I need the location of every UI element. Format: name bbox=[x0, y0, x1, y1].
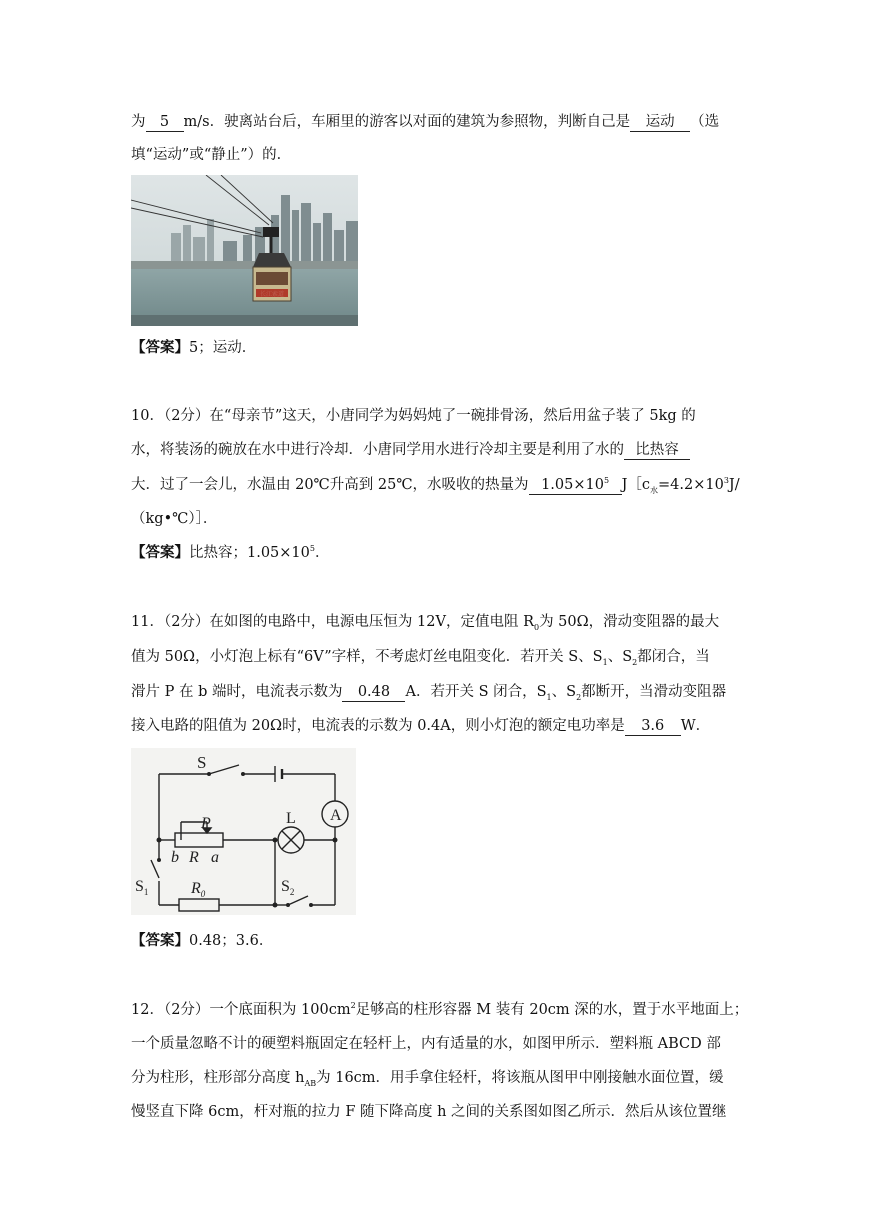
q10-line-1: 10．（2分）在“母亲节”这天，小唐同学为妈妈炖了一碗排骨汤，然后用盆子装了 5kg 的 bbox=[131, 408, 696, 424]
q12-superscript: 2 bbox=[350, 1001, 356, 1011]
label-s: S bbox=[197, 753, 207, 772]
q11-line-4 bbox=[131, 716, 710, 736]
circuit-diagram bbox=[131, 748, 356, 915]
q11-text: 接入电路的阻值为 20Ω时，电流表的示数为 0.4A，则小灯泡的额定电功率是 bbox=[131, 718, 625, 734]
label-l: L bbox=[286, 810, 296, 827]
answer-text: 比热容；1.05×10 bbox=[189, 545, 310, 561]
answer-text: ． bbox=[314, 545, 330, 561]
q10-text: 大．过了一会儿，水温由 20℃升高到 25℃，水吸收的热量为 bbox=[131, 477, 529, 493]
q10-line-2 bbox=[131, 440, 690, 460]
q9-text: 为 bbox=[131, 114, 146, 130]
q9-line-1 bbox=[131, 112, 719, 132]
q11-line-2 bbox=[131, 647, 710, 667]
q10-text: 水，将装汤的碗放在水中进行冷却．小唐同学用水进行冷却主要是利用了水的 bbox=[131, 442, 624, 458]
q10-superscript: 3 bbox=[723, 476, 729, 486]
q11-line-1 bbox=[131, 612, 719, 632]
q11-subscript: 2 bbox=[576, 692, 582, 702]
q11-line-3 bbox=[131, 682, 726, 702]
answer-label: 【答案】 bbox=[131, 932, 189, 949]
answer-text: 5；运动． bbox=[189, 340, 257, 356]
q12-line-4: 慢竖直下降 6cm，杆对瓶的拉力 F 随下降高度 h 之间的关系图如图乙所示．然后从该位置继 bbox=[131, 1104, 727, 1120]
q12-text: 足够高的柱形容器 M 装有 20cm 深的水，置于水平地面上； bbox=[355, 1002, 749, 1018]
label-s2: $S_2$ bbox=[281, 878, 295, 897]
label-a: a bbox=[211, 849, 219, 866]
q11-text: 为 50Ω，滑动变阻器的最大 bbox=[539, 614, 720, 630]
q12-subscript: AB bbox=[304, 1078, 317, 1088]
q11-text: W． bbox=[680, 718, 711, 734]
label-s1: $S_1$ bbox=[135, 878, 149, 897]
q12-text: 为 16cm．用手拿住轻杆，将该瓶从图甲中刚接触水面位置，缓 bbox=[316, 1070, 724, 1086]
q10-text: =4.2×10 bbox=[658, 477, 724, 493]
q11-subscript: 1 bbox=[546, 692, 552, 702]
q10-blank-heat-exp: 5 bbox=[603, 476, 610, 486]
q9-text: （选 bbox=[690, 114, 720, 130]
label-r: R bbox=[189, 849, 199, 866]
q10-text: J［c bbox=[621, 477, 650, 493]
label-ammeter: A bbox=[330, 807, 342, 824]
q12-line-2: 一个质量忽略不计的硬塑料瓶固定在轻杆上，内有适量的水，如图甲所示．塑料瓶 ABCD 部 bbox=[131, 1036, 721, 1052]
q10-blank-property: 比热容 bbox=[624, 441, 690, 460]
q10-blank-heat bbox=[529, 476, 622, 495]
q11-subscript: 2 bbox=[632, 657, 638, 667]
q10-line-4: （kg•℃）］． bbox=[131, 511, 218, 527]
q11-subscript: 1 bbox=[602, 657, 608, 667]
answer-text: 0.48；3.6． bbox=[189, 933, 274, 949]
label-r0: $R_0$ bbox=[191, 880, 206, 899]
q11-text: 、S bbox=[607, 649, 633, 665]
label-p: P bbox=[201, 815, 211, 832]
cabin-sign: 长江索道 bbox=[259, 291, 285, 298]
q10-text: J/ bbox=[728, 477, 740, 493]
q9-blank-motion: 运动 bbox=[630, 113, 690, 132]
q10-blank-heat-value: 1.05×10 bbox=[541, 477, 604, 493]
q11-blank-current: 0.48 bbox=[342, 683, 405, 702]
q10-line-3 bbox=[131, 475, 740, 495]
q11-text: 、S bbox=[551, 684, 577, 700]
q11-subscript: 0 bbox=[533, 622, 540, 632]
q11-text: 滑片 P 在 b 端时，电流表示数为 bbox=[131, 684, 343, 700]
q11-answer bbox=[131, 931, 273, 951]
q11-text: 值为 50Ω，小灯泡上标有“6V”字样，不考虑灯丝电阻变化．若开关 S、S bbox=[131, 649, 603, 665]
q12-line-1 bbox=[131, 1000, 748, 1020]
q12-line-3 bbox=[131, 1068, 724, 1088]
q11-blank-power: 3.6 bbox=[625, 717, 681, 736]
q11-text: 都断开，当滑动变阻器 bbox=[581, 684, 727, 700]
q11-text: 11．（2分）在如图的电路中，电源电压恒为 12V，定值电阻 R bbox=[131, 614, 534, 630]
answer-label: 【答案】 bbox=[131, 544, 189, 561]
q11-text: A．若开关 S 闭合，S bbox=[405, 684, 547, 700]
answer-superscript: 5 bbox=[309, 544, 315, 554]
q10-answer bbox=[131, 543, 329, 563]
label-b: b bbox=[171, 849, 179, 866]
q12-text: 分为柱形，柱形部分高度 h bbox=[131, 1070, 305, 1086]
q9-line-2: 填“运动”或“静止”）的． bbox=[131, 147, 292, 163]
q9-answer bbox=[131, 338, 256, 358]
q9-text: m/s．驶离站台后，车厢里的游客以对面的建筑为参照物，判断自己是 bbox=[183, 114, 631, 130]
cable-car-photo bbox=[131, 175, 358, 326]
q12-text: 12．（2分）一个底面积为 100cm bbox=[131, 1002, 351, 1018]
q9-blank-speed: 5 bbox=[146, 113, 184, 132]
answer-label: 【答案】 bbox=[131, 339, 189, 356]
q11-text: 都闭合，当 bbox=[637, 649, 710, 665]
q10-subscript: 水 bbox=[650, 485, 658, 495]
